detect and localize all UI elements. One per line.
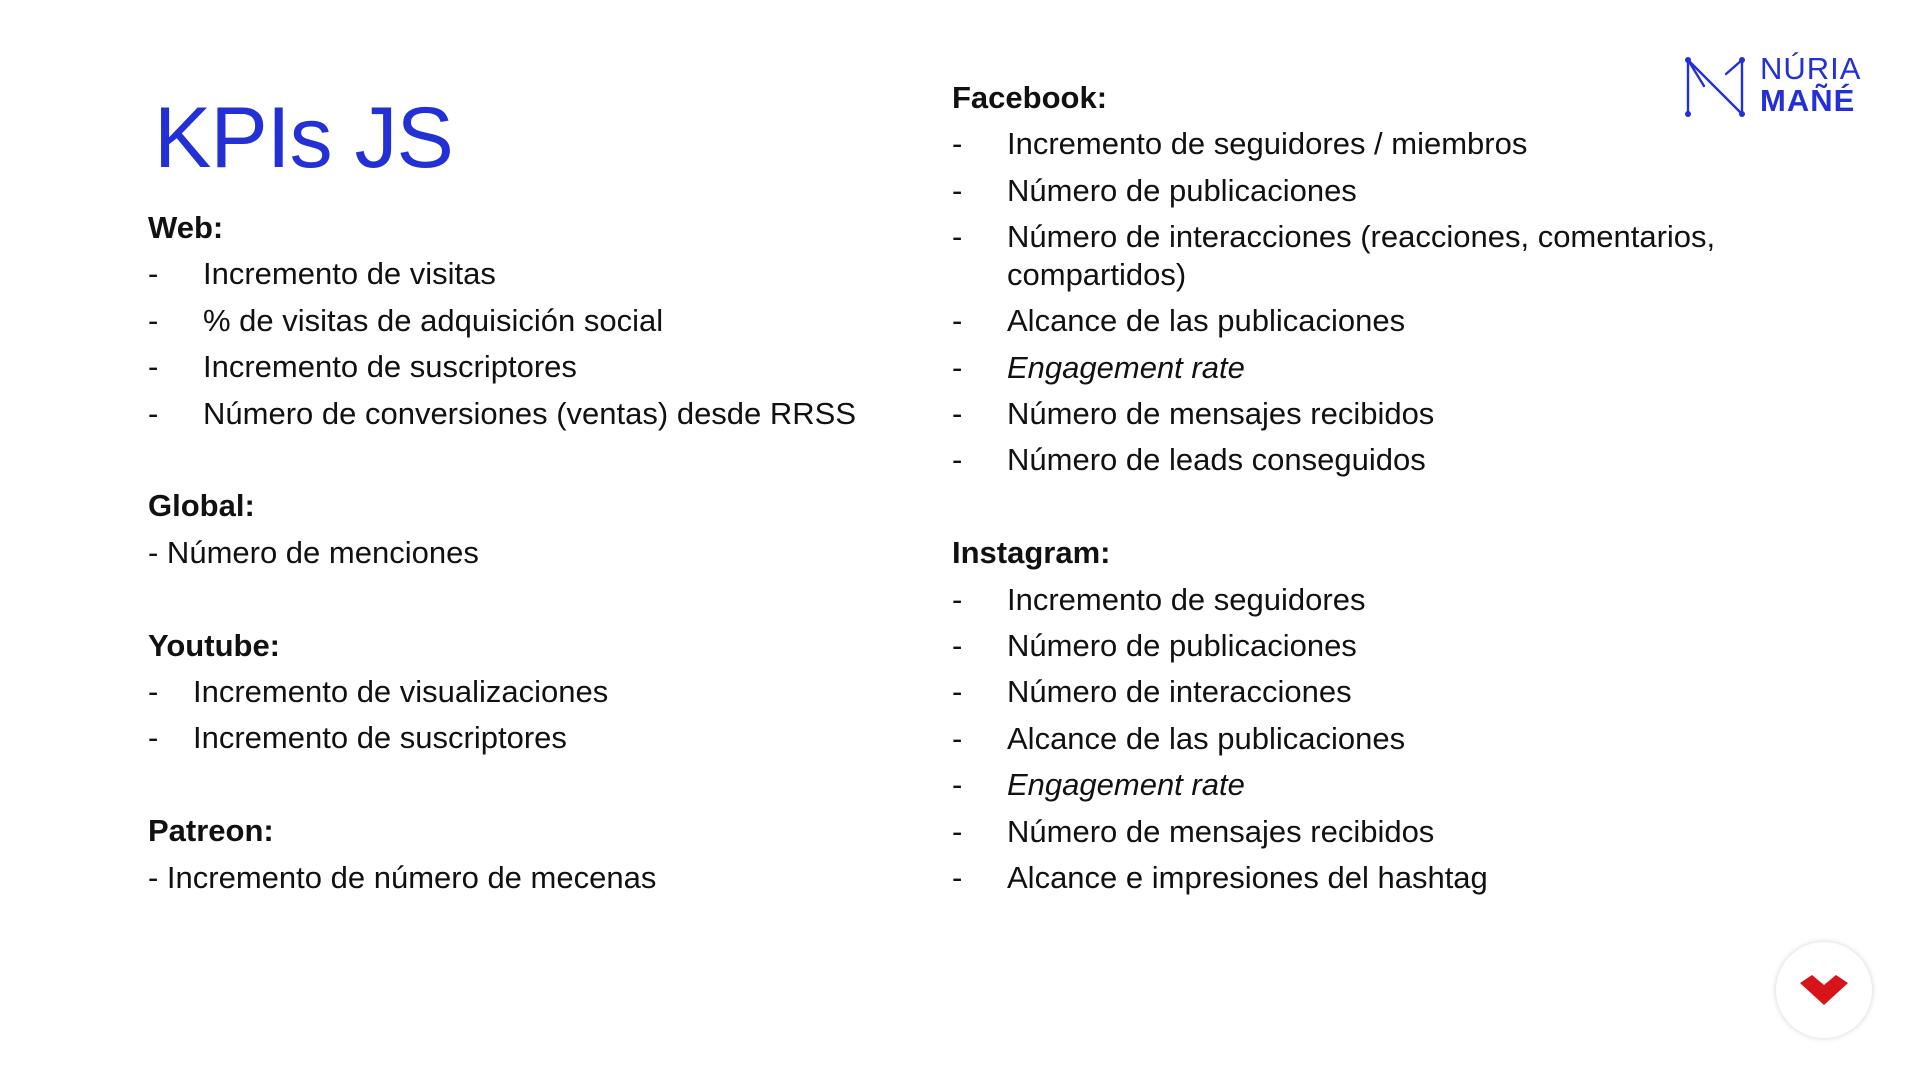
- list-item: - Alcance e impresiones del hashtag: [952, 860, 1488, 896]
- instagram-kpi-list: [952, 577, 1772, 902]
- list-item: - Número de leads conseguidos: [952, 442, 1426, 478]
- youtube-kpi-list: [148, 669, 908, 762]
- list-item: - Número de interacciones: [952, 674, 1352, 710]
- page-title: KPIs JS: [154, 90, 453, 186]
- section-global: [148, 483, 908, 576]
- brand-logo: [1684, 52, 1860, 122]
- list-item: - % de visitas de adquisición social: [148, 302, 664, 338]
- section-facebook: [952, 75, 1772, 484]
- right-column: [952, 75, 1772, 901]
- red-chevron-logo-icon: [1798, 973, 1850, 1007]
- section-heading-youtube: Youtube:: [148, 627, 281, 663]
- list-item: - Número de interacciones (reacciones, comentarios, compartidos): [952, 219, 1716, 293]
- section-patreon: [148, 808, 908, 901]
- patreon-kpi-line: - Incremento de número de mecenas: [148, 859, 657, 895]
- web-kpi-list: [148, 251, 908, 437]
- logo-text-first-name: NÚRIA: [1760, 51, 1862, 86]
- list-item: - Incremento de suscriptores: [148, 349, 577, 385]
- list-item: - Número de publicaciones: [952, 628, 1357, 664]
- logo-text-last-name: MAÑÉ: [1760, 83, 1856, 118]
- platform-badge[interactable]: [1776, 942, 1872, 1038]
- section-heading-facebook: Facebook:: [952, 80, 1108, 115]
- list-item: - Incremento de visualizaciones: [148, 673, 609, 709]
- list-item: - Engagement rate: [952, 767, 1245, 803]
- section-youtube: [148, 623, 908, 762]
- left-column: [148, 205, 908, 901]
- nm-monogram-icon: [1684, 56, 1746, 118]
- list-item: - Alcance de las publicaciones: [952, 303, 1406, 339]
- list-item: - Engagement rate: [952, 349, 1245, 385]
- list-item: - Alcance de las publicaciones: [952, 720, 1406, 756]
- list-item: - Incremento de visitas: [148, 256, 496, 292]
- list-item: - Incremento de seguidores / miembros: [952, 126, 1528, 162]
- section-heading-global: Global:: [148, 488, 255, 524]
- list-item: - Número de publicaciones: [952, 172, 1357, 208]
- section-web: [148, 205, 908, 437]
- section-heading-web: Web:: [148, 210, 224, 245]
- section-instagram: [952, 530, 1772, 901]
- global-kpi-line: - Número de menciones: [148, 534, 479, 570]
- list-item: - Incremento de seguidores: [952, 581, 1366, 617]
- list-item: - Número de conversiones (ventas) desde RRSS: [148, 395, 857, 431]
- section-heading-patreon: Patreon:: [148, 813, 274, 849]
- list-item: - Número de mensajes recibidos: [952, 813, 1435, 849]
- section-heading-instagram: Instagram:: [952, 535, 1111, 571]
- list-item: - Número de mensajes recibidos: [952, 396, 1435, 432]
- facebook-kpi-list: [952, 121, 1772, 483]
- list-item: - Incremento de suscriptores: [148, 720, 567, 756]
